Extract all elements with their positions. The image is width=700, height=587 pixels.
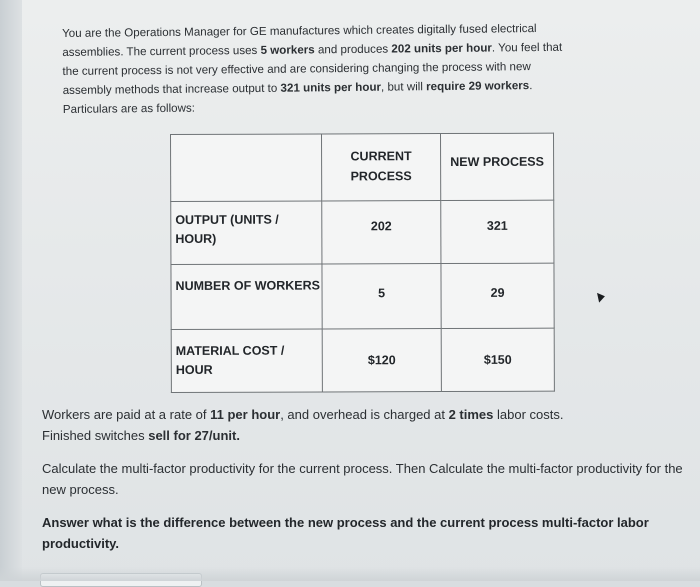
para-text: Finished switches	[42, 428, 149, 443]
intro-text: . You feel that	[491, 40, 563, 55]
row-label-cell	[171, 264, 322, 330]
current-value-cell	[322, 264, 441, 329]
current-value: $120	[367, 353, 396, 368]
row-label: MATERIAL COST / HOUR	[175, 343, 285, 377]
intro-text: the current process is not very effective and are considering changing the process with new	[62, 60, 531, 78]
intro-text: You are the Operations Manager for GE manufactures which creates digitally fused electrical	[62, 22, 537, 40]
table-row	[171, 263, 554, 329]
para-text: , and overhead is charged at	[280, 407, 449, 422]
new-value: 321	[486, 218, 508, 233]
current-value: 202	[370, 219, 392, 234]
workers-emphasis: 5 workers	[260, 43, 315, 57]
table-row	[171, 200, 554, 264]
output-emphasis: 202 units per hour	[391, 41, 492, 56]
current-value: 5	[378, 286, 386, 301]
page-shadow	[0, 567, 700, 581]
new-value-cell	[441, 328, 554, 391]
row-label-cell	[171, 329, 322, 393]
problem-intro	[62, 18, 678, 119]
price-emphasis: sell for 27/unit.	[148, 428, 240, 443]
new-workers-emphasis: require 29 workers	[426, 79, 530, 94]
particulars-table	[170, 133, 555, 393]
new-output-emphasis: 321 units per hour	[280, 80, 382, 95]
overhead-emphasis: 2 times	[448, 407, 494, 422]
table-header-row	[171, 133, 554, 201]
table-header-current	[322, 134, 441, 201]
row-label: NUMBER OF WORKERS	[175, 278, 321, 293]
new-value: 29	[490, 285, 505, 300]
table-header-new	[441, 133, 554, 200]
para-text: Workers are paid at a rate of	[42, 407, 211, 422]
new-value: $150	[483, 352, 512, 367]
new-value-cell	[441, 263, 554, 328]
header-new-text: NEW PROCESS	[450, 154, 544, 170]
row-label-cell	[171, 201, 322, 265]
intro-text: .	[529, 79, 533, 93]
table-header-blank	[171, 134, 322, 202]
mouse-cursor-icon	[597, 291, 606, 302]
row-label: OUTPUT (UNITS / HOUR)	[175, 212, 279, 246]
intro-text: Particulars are as follows:	[62, 101, 196, 116]
para-text: labor costs.	[493, 407, 564, 422]
table-row	[171, 328, 554, 392]
current-value-cell	[322, 201, 441, 264]
calculate-instruction: Calculate the multi-factor productivity for the current process. Then Calculate the multi-factor productivity for the new process.	[42, 461, 683, 497]
header-current-text: CURRENT PROCESS	[350, 149, 412, 184]
current-value-cell	[322, 329, 441, 392]
labor-overhead-paragraph	[42, 404, 692, 446]
intro-text: and produces	[314, 42, 392, 57]
intro-text: , but will	[380, 80, 427, 94]
new-value-cell	[441, 200, 554, 263]
page-edge	[0, 0, 22, 581]
intro-text: assemblies. The current process uses	[62, 43, 261, 59]
answer-question: Answer what is the difference between the new process and the current process multi-factor labor productivity.	[42, 515, 649, 551]
wage-emphasis: 11 per hour	[210, 407, 281, 422]
intro-text: assembly methods that increase output to	[62, 81, 281, 97]
